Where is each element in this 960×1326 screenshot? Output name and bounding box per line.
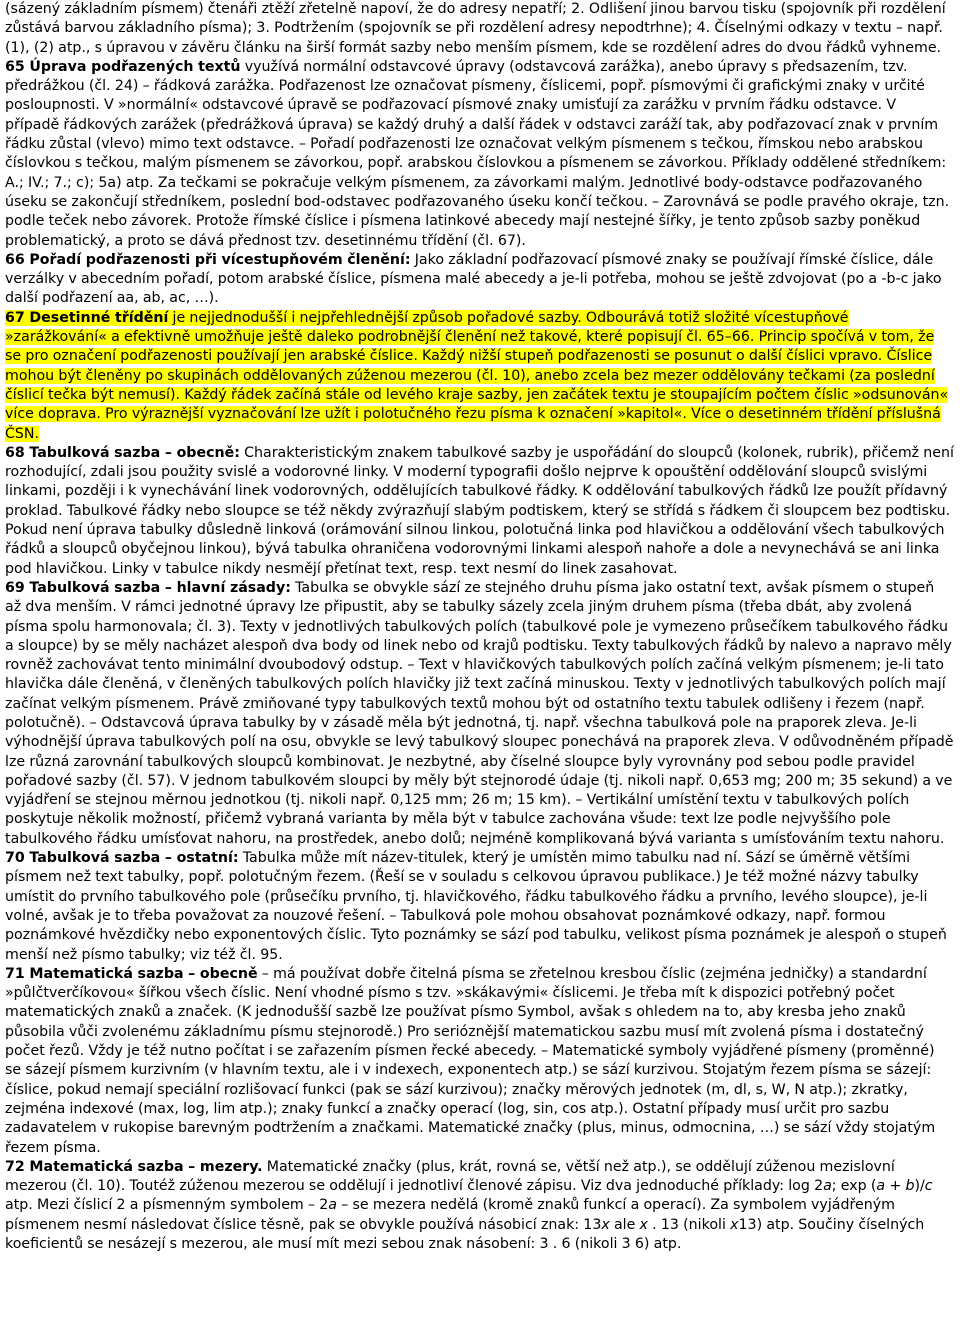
- section-72: [5, 1158, 954, 1254]
- math-variable: a: [823, 1178, 832, 1195]
- intro-paragraph: (sázený základním písmem) čtenáři ztěží zřetelně napoví, že do adresy nepatří; 2. Odlišení jinou barvou tisku (spojovník při rozdělení zůstává barvou základního písma); 3. Podtržením (spojovník se při rozdělení adresy nepodtrhne); 4. Číselnými odkazy v textu – např. (1), (2) atp., s úpravou v závěru článku na širší formát sazby nebo menším písmem, kde se rozdělení adres do dvou řádků vyhneme.: [5, 1, 946, 56]
- section-67-heading: 67 Desetinné třídění: [5, 309, 169, 326]
- section-68: [5, 444, 954, 579]
- section-69: [5, 579, 954, 849]
- section-72-text: atp. Mezi číslicí 2 a písmenným symbolem – 2: [5, 1197, 329, 1214]
- section-67-body: je nejjednodušší i nejpřehlednější způsob pořadové sazby. Odbourává totiž složité vícestupňové »zarážkování« a efektivně umožňuje ještě daleko podrobnější členění než takové, které popisují čl. 65–66. Princip spočívá v tom, že se pro označení podřazenosti používají jen arabské číslice. Každý nižší stupeň podřazenosti se posunut o další číslici vpravo. Číslice mohou být členěny po skupinách oddělovaných zúženou mezerou (čl. 10), anebo zcela bez mezer oddělovány tečkami (za poslední číslicí tečka být nemusí). Každý řádek začíná stále od levého kraje sazby, jen začátek textu je stoupajícím počtem číslic »odsunován« více doprava. Pro výraznější vyznačování lze užít i polotučného řezu písma k označení »kapitol«. Více o desetinném třídění příslušná ČSN.: [5, 309, 949, 442]
- section-72-text: – se mezera nedělá (kromě znaků funkcí a operací). Za symbolem vyjádřeným písmenem nesmí následovat číslice těsně, pak se obvykle používá násobicí znak: 13: [5, 1197, 895, 1233]
- math-variable: x: [730, 1216, 739, 1233]
- section-72-text: Matematické značky (plus, krát, rovná se, větší než atp.), se oddělují zúženou mezislovní mezerou (čl. 10). Toutéž zúženou mezerou se oddělují i jednotliví členové zápisu. Viz dva jednoduché příklady: log 2: [5, 1158, 895, 1195]
- section-70: [5, 849, 954, 965]
- section-65: [5, 58, 954, 251]
- math-variable: a: [876, 1178, 886, 1195]
- section-68-body: Charakteristickým znakem tabulkové sazby je uspořádání do sloupců (kolonek, rubrik), přičemž není rozhodující, zdali jsou použity svislé a vodorovné linky. V moderní typografii došlo nejprve k opouštění oddělování sloupců svislými linkami, později i k vynechávání linek vodorovných, oddělujících tabulkové řádky. K oddělování tabulkových řádků lze použít přídavný proklad. Tabulkové řádky nebo sloupce se též někdy zvýrazňují slabým podtiskem, který se střídá s řádkem či sloupcem bez podtisku. Pokud není úprava tabulky důsledně linková (orámování silnou linkou, polotučná linka pod hlavičkou a oddělování všech tabulkových řádků a sloupců obyčejnou linkou), bývá tabulka ohraničena vodorovnými linkami alespoň nahoře a dole a nevynechává se ani linka pod hlavičkou. Linky v tabulce nikdy nesmějí přetínat text, resp. text nesmí do linek zasahovat.: [5, 444, 954, 577]
- math-variable: b: [905, 1178, 915, 1195]
- section-71-heading: 71 Matematická sazba – obecně: [5, 965, 258, 982]
- section-70-heading: 70 Tabulková sazba – ostatní:: [5, 850, 239, 867]
- section-66: [5, 251, 954, 309]
- section-67: [5, 309, 954, 444]
- section-71-body: – má používat dobře čitelná písma se zřetelnou kresbou číslic (zejména jedničky) a standardní »půlčtverčíkovou« šířkou všech číslic. Není vhodné písmo s tzv. »skákavými« číslicemi. Je třeba mít k dispozici potřebný počet matematických znaků a značek. (K jednodušší sazbě lze používat písmo Symbol, avšak s ohledem na to, aby kresba jeho znaků působila vůči zvolenému základnímu písmu stejnorodě.) Pro serióznější matematickou sazbu musí mít zvolená písma i dostatečný počet řezů. Vždy je též nutno počítat i se zařazením písmen řecké abecedy. – Matematické symboly vyjádřené písmeny (proměnné) se sázejí písmem kurzivním (v hlavním textu, ale i v indexech, exponentech atp.) se sází kurzivou. Stojatým řezem písma se sázejí: číslice, pokud nemají speciální rozlišovací funkci (pak se sází kurzivou); značky měrových jednotek (m, dl, s, W, N atp.); zkratky, zejména indexové (max, log, lim atp.); znaky funkcí a značky operací (log, sin, cos atp.). Ostatní případy musí určit pro sazbu zadavatelem v rukopise barevným podtržením a značkami. Matematické značky (plus, minus, odmocnina, …) se sází vždy stojatým řezem písma.: [5, 965, 936, 1156]
- section-70-body: Tabulka může mít název-titulek, který je umístěn mimo tabulku nad ní. Sází se úměrně většími písmem než text tabulky, popř. polotučným řezem. (Řeší se v souladu s celkovou úpravou publikace.) Je též možné názvy tabulky umístit do prvního tabulkového pole (průsečíku prvního, tj. hlavičkového, řádku tabulkového řádku a prvního, levého sloupce), je-li volné, avšak je to třeba považovat za nouzové řešení. – Tabulková pole mohou obsahovat poznámkové odkazy, např. formou poznámkové hvězdičky nebo exponentových číslic. Tyto poznámky se sází pod tabulku, velikost písma poznámek je alespoň o stupeň menší než písmo tabulky; viz též čl. 95.: [5, 850, 947, 963]
- section-72-text: +: [885, 1178, 906, 1195]
- section-69-body: Tabulka se obvykle sází ze stejného druhu písma jako ostatní text, avšak písmem o stupeň až dva menším. V rámci jednotné úpravy lze připustit, aby se tabulky sázely zcela jiným druhem písma (třeba dbát, aby zvolená písma spolu harmonovala; čl. 3). Texty v jednotlivých tabulkových polích (tabulkové pole je vymezeno průsečíkem tabulkového řádku a sloupce) by se měly nacházet alespoň dva body od linek nebo od krajů podtisku. Texty tabulkových řádků by nalevo a napravo měly rovněž zachovávat tento minimální dvoubodový odstup. – Text v hlavičkových tabulkových polích začíná velkým písmenem; je-li tato hlavička dále členěná, v členěných tabulkových polích hlavičky již text začíná minuskou. Texty v jednotlivých tabulkových polích mají začínat velkým písmenem. Právě zmiňované typy tabulkových textů mohou být od ostatního textu tabulek odlišeny i řezem (např. polotučně). – Odstavcová úprava tabulky by v zásadě měla být jednotná, tj. např. všechna tabulková pole na praporek zleva. Je-li výhodnější úprava tabulkových polí na osu, obvykle se levý tabulkový sloupec ponechává na praporek zleva. V odůvodněném případě lze různá zarovnání tabulkových sloupců kombinovat. Je nezbytné, aby číselné sloupce byly vyrovnány pod sebou podle pravidel pořadové sazby (čl. 57). V jednom tabulkovém sloupci by měly být stejnorodé údaje (tj. nikoli např. 0,653 mg; 200 m; 35 sekund) a ve vyjádření se stejnou měrnou jednotkou (tj. nikoli např. 0,125 mm; 26 m; 15 km). – Vertikální umístění textu v tabulkových polích poskytuje několik možností, přičemž vybraná varianta by měla být v tabulce zachována všude: text lze podle nejvyššího pole tabulkového řádku umísťovat nahoru, na prostředek, anebo dolů; nejméně komplikovaná bývá varianta s umísťováním textu nahoru.: [5, 579, 954, 847]
- math-variable: a: [328, 1197, 337, 1214]
- section-72-heading: 72 Matematická sazba – mezery.: [5, 1158, 263, 1175]
- section-71: [5, 965, 954, 1158]
- section-68-heading: 68 Tabulková sazba – obecně:: [5, 444, 240, 461]
- section-72-text: ale: [609, 1216, 640, 1233]
- section-72-text: . 13 (nikoli: [647, 1216, 731, 1233]
- section-72-text: ; exp (: [831, 1178, 877, 1195]
- section-66-heading: 66 Pořadí podřazenosti při vícestupňovém členění:: [5, 251, 411, 268]
- math-variable: c: [924, 1178, 933, 1195]
- section-65-body: využívá normální odstavcové úpravy (odstavcová zarážka), anebo úpravy s předsazením, tzv. předrážkou (čl. 24) – řádková zarážka. Podřazenost lze označovat písmeny, číslicemi, popř. písmovými či grafickými znaky v určité posloupnosti. V »normální« odstavcové úpravě se podřazovací písmové znaky umisťují za zarážku v prvním řádku odstavce. V případě řádkových zarážek (předrážková úprava) se každý druhý a další řádek v odstavci zaráží tak, aby podřazovací znak v prvním řádku zůstal (vlevo) mimo text odstavce. – Pořadí podřazenosti lze označovat velkým písmenem s tečkou, římskou nebo arabskou číslovkou s tečkou, malým písmenem se závorkou, popř. arabskou číslovkou a písmenem se závorkou. Příklady oddělené středníkem: A.; IV.; 7.; c); 5a) atp. Za tečkami se pokračuje velkým písmenem, za závorkami malým. Jednotlivé body-odstavce podřazovaného úseku se zakončují středníkem, poslední bod-odstavec podřazovaného úseku končí tečkou. – Zarovnává se podle pravého okraje, tzn. podle teček nebo závorek. Protože římské číslice i písmena latinkové abecedy mají nestejné šířky, je tento způsob sazby poněkud problematický, a proto se dává přednost tzv. desetinnému třídění (čl. 67).: [5, 58, 950, 249]
- section-66-body: Jako základní podřazovací písmové znaky se používají římské číslice, dále verzálky v abecedním pořadí, potom arabské číslice, písmena malé abecedy a je-li potřeba, mohou se ještě zdvojovat (po a -b-c jako další podřazení aa, ab, ac, …).: [5, 251, 942, 307]
- math-variable: x: [601, 1216, 610, 1233]
- section-72-text: 13) atp. Součiny číselných koeficientů se nesázejí s mezerou, ale musí mít mezi sebou znak násobení: 3 . 6 (nikoli 3 6) atp.: [5, 1216, 925, 1252]
- section-69-heading: 69 Tabulková sazba – hlavní zásady:: [5, 579, 291, 596]
- math-variable: x: [639, 1216, 648, 1233]
- section-65-heading: 65 Úprava podřazených textů: [5, 58, 241, 75]
- section-72-text: )/: [914, 1178, 925, 1195]
